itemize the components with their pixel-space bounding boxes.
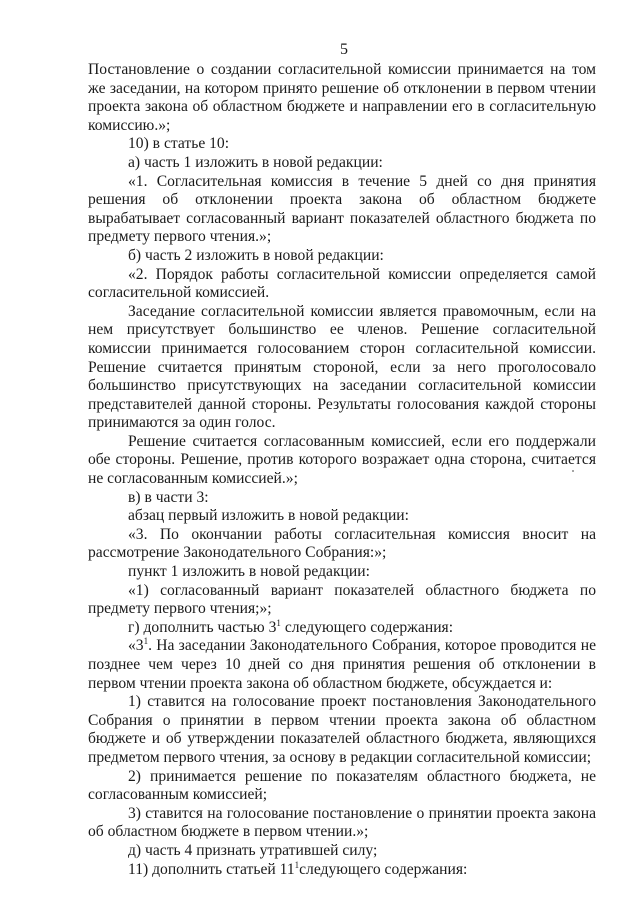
- paragraph-9: в) в части 3:: [128, 488, 209, 506]
- paragraph-20-text-after: следующего содержания:: [299, 860, 468, 878]
- paragraph-3: а) часть 1 изложить в новой редакции:: [128, 153, 383, 171]
- paragraph-12: пункт 1 изложить в новой редакции:: [128, 563, 370, 581]
- paragraph-15-text-after: . На заседании Законодательного Собрания, которое проводится не позднее чем через 10 дней со дня принятия решения об отклонении в первом чтении проекта закона об областном бюджете, обсуждается и:: [88, 637, 596, 692]
- paragraph-4: «1. Согласительная комиссия в течение 5 дней со дня принятия решения об отклонении проекта закона об областном бюджете вырабатывает согласованный вариант показателей областного бюджета по предмету первого чтения.»;: [88, 172, 596, 246]
- superscript-2: 1: [143, 636, 149, 647]
- scan-speck: [572, 470, 574, 472]
- paragraph-14-text-before: г) дополнить частью 3: [128, 618, 277, 636]
- superscript-1: 1: [276, 617, 281, 628]
- superscript-3: 1: [294, 859, 300, 870]
- paragraph-14-text-after: следующего содержания:: [280, 618, 454, 636]
- paragraph-17: 2) принимается решение по показателям областного бюджета, не согласованным комиссией;: [88, 767, 596, 804]
- paragraph-8: Решение считается согласованным комиссией, если его поддержали обе стороны. Решение, против которого возражает одна сторона, считается не согласованным комиссией.»;: [88, 432, 596, 488]
- paragraph-11: «3. По окончании работы согласительная комиссия вносит на рассмотрение Законодательного Собрания:»;: [88, 525, 596, 562]
- paragraph-20-text-before: 11) дополнить статьей 11: [128, 860, 295, 878]
- paragraph-19: д) часть 4 признать утратившей силу;: [128, 841, 378, 859]
- paragraph-10: абзац первый изложить в новой редакции:: [128, 507, 409, 525]
- page-number: 5: [340, 41, 348, 58]
- paragraph-15: [88, 637, 596, 693]
- paragraph-20: [88, 861, 596, 880]
- paragraph-13: «1) согласованный вариант показателей областного бюджета по предмету первого чтения;»;: [88, 581, 596, 618]
- paragraph-15-text-before: «3: [128, 637, 144, 655]
- document-body: [88, 61, 596, 879]
- paragraph-2: 10) в статье 10:: [128, 135, 230, 153]
- paragraph-5: б) часть 2 изложить в новой редакции:: [128, 246, 384, 264]
- paragraph-7: Заседание согласительной комиссии является правомочным, если на нем присутствует большинство ее членов. Решение согласительной комиссии принимается голосованием сторон согласительной комиссии. Решение считается принятым стороной, если за него проголосовало большинство присутствующих на заседании согласительной комиссии представителей данной стороны. Результаты голосования каждой стороны принимаются за один голос.: [88, 302, 596, 432]
- paragraph-14: [88, 619, 596, 638]
- paragraph-1: Постановление о создании согласительной комиссии принимается на том же заседании, на котором принято решение об отклонении в первом чтении проекта закона об областном бюджете и направлении его в согласительную комиссию.»;: [88, 61, 596, 134]
- paragraph-18: 3) ставится на голосование постановление о принятии проекта закона об областном бюджете в первом чтении.»;: [88, 804, 596, 841]
- paragraph-16: 1) ставится на голосование проект постановления Законодательного Собрания о принятии в первом чтении проекта закона об областном бюджете и об утверждении показателей областного бюджета, являющихся предметом первого чтения, за основу в редакции согласительной комиссии;: [88, 693, 596, 766]
- paragraph-6: «2. Порядок работы согласительной комиссии определяется самой согласительной комиссией.: [88, 265, 596, 302]
